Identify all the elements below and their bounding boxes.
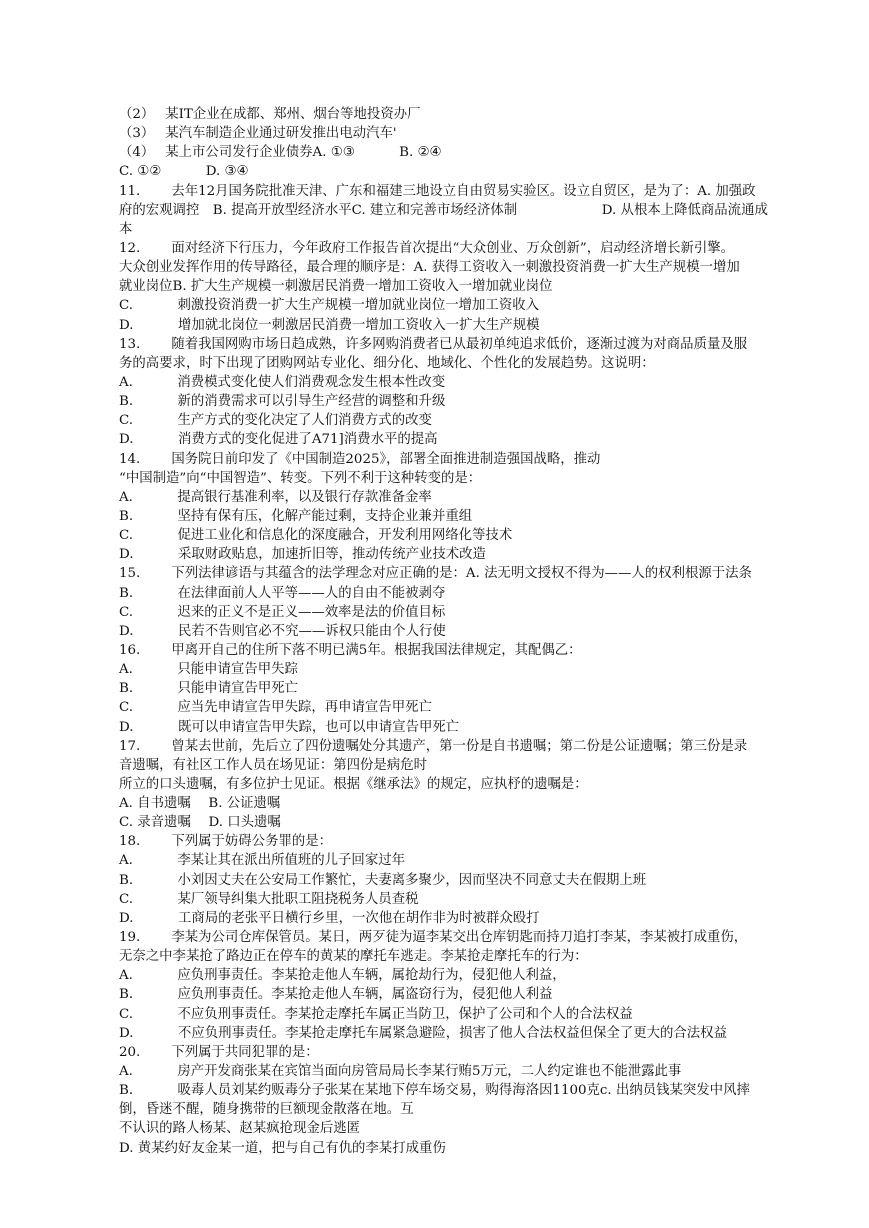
text-line: B. 新的消费需求可以引导生产经营的调整和升级	[119, 394, 446, 410]
text-line: 倒，昏迷不醒，随身携带的巨额现金散落在地。互	[119, 1102, 414, 1118]
text-line: 18. 下列属于妨碍公务罪的是：	[119, 834, 333, 850]
text-line: A. 提高银行基准利率，以及银行存款准备金率	[119, 489, 432, 505]
text-line: 15. 下列法律谚语与其蕴含的法学理念对应正确的是：A. 法无明文授权不得为——人的权利根源于法条	[119, 566, 752, 582]
text-line: D. 既可以申请宣告甲失踪，也可以申请宣告甲死亡	[119, 719, 460, 735]
text-line: D. 增加就北岗位一刺激居民消费一增加工资收入一扩大生产规模	[119, 317, 540, 333]
text-line: A. 应负刑事责任。李某抢走他人车辆，属抢劫行为，侵犯他人利益，	[119, 968, 566, 984]
text-line: C. 应当先申请宣告甲失踪，再申请宣告甲死亡	[119, 700, 432, 716]
text-line: D. 民若不告则官必不究——诉权只能由个人行使	[119, 623, 446, 639]
text-line: 大众创业发挥作用的传导路径，最合理的顺序是：A. 获得工资收入一刺激投资消费一扩大生产规模一增加	[119, 260, 740, 276]
text-line: 不认识的路人杨某、赵某疯抢现金后逃匿	[119, 1121, 361, 1137]
text-line: 14. 国务院日前印发了《中国制造2025》，部署全面推进制造强国战略，推动	[119, 451, 601, 467]
text-line: 12. 面对经济下行压力，今年政府工作报告首次提出“大众创业、万众创新”，启动经济增长新引擎。	[119, 240, 735, 256]
text-line: 务的高要求，时下出现了团购网站专业化、细分化、地域化、个性化的发展趋势。这说明：	[119, 355, 655, 371]
text-line: D. 黄某约好友金某一道，把与自己有仇的李某打成重伤	[119, 1140, 446, 1156]
text-line: C. 录音遗嘱 D. 口头遗嘱	[119, 815, 281, 831]
text-line: （4） 某上市公司发行企业债券A. ①③ B. ②④	[119, 145, 442, 161]
text-line: 19. 李某为公司仓库保管员。某日，两歹徒为逼李某交出仓库钥匙而持刀追打李某，李某被打成重伤，	[119, 930, 748, 946]
text-line: A. 李某让其在派出所值班的儿子回家过年	[119, 853, 405, 869]
text-line: 府的宏观调控 B. 提高开放型经济水平C. 建立和完善市场经济体制 D. 从根本上降低商品流通成	[119, 202, 768, 218]
text-line: 音遗嘱，有社区工作人员在场见证：第四份是病危时	[119, 757, 427, 773]
text-line: 20. 下列属于共同犯罪的是：	[119, 1044, 319, 1060]
text-line: A. 房产开发商张某在宾馆当面向房管局局长李某行贿5万元，二人约定谁也不能泄露此事	[119, 1064, 682, 1080]
text-line: D. 工商局的老张平日横行乡里，一次他在胡作非为时被群众殴打	[119, 910, 540, 926]
text-line: D. 不应负刑事责任。李某抢走摩托车属紧急避险，损害了他人合法权益但保全了更大的合法权益	[119, 1025, 727, 1041]
text-line: 13. 随着我国网购市场日趋成熟，许多网购消费者已从最初单纯追求低价，逐渐过渡为对商品质量及服	[119, 336, 748, 352]
text-line: D. 采取财政贴息，加速折旧等，推动传统产业技术改造	[119, 547, 486, 563]
text-line: B. 坚持有保有压，化解产能过剩，支持企业兼并重组	[119, 508, 473, 524]
text-line: （2） 某IT企业在成都、郑州、烟台等地投资办厂	[119, 107, 421, 122]
text-line: C. 刺激投资消费一扩大生产规模一增加就业岗位一增加工资收入	[119, 298, 539, 314]
text-line: C. ①② D. ③④	[119, 164, 249, 180]
text-line: C. 生产方式的变化决定了人们消费方式的改变	[119, 413, 432, 429]
text-line: A. 只能申请宣告甲失踪	[119, 662, 298, 678]
text-line: B. 小刘因丈夫在公安局工作繁忙，夫妻离多聚少，因而坚决不同意丈夫在假期上班	[119, 872, 647, 888]
text-line: 所立的口头遗嘱，有多位护士见证。根据《继承法》的规定，应执杼的遗嘱是：	[119, 776, 588, 792]
text-line: C. 迟来的正义不是正义——效率是法的价值目标	[119, 604, 446, 620]
text-line: 17. 曾某去世前，先后立了四份遗嘱处分其遗产，第一份是自书遗嘱；第二份是公证遗嘱；第三份是录	[119, 738, 748, 754]
text-line: C. 不应负刑事责任。李某抢走摩托车属正当防卫，保护了公司和个人的合法权益	[119, 1006, 633, 1022]
text-line: B. 应负刑事责任。李某抢走他人车辆，属盗窃行为，侵犯他人利益	[119, 987, 553, 1003]
text-line: C. 某厂领导纠集大批职工阻挠税务人员查税	[119, 891, 419, 907]
text-line: 就业岗位B. 扩大生产规模一刺激居民消费一增加工资收入一增加就业岗位	[119, 279, 553, 295]
text-line: 11. 去年12月国务院批准天津、广东和福建三地设立自由贸易实验区。设立自贸区，是为了：A. 加强政	[119, 183, 756, 199]
text-line: A. 自书遗嘱 B. 公证遗嘱	[119, 796, 281, 812]
text-line: “中国制造”向“中国智造”、转变。下列不利于这种转变的是：	[119, 470, 482, 486]
text-line: 16. 甲离开自己的住所下落不明已满5年。根据我国法律规定，其配偶乙：	[119, 642, 582, 658]
text-line: B. 吸毒人员刘某约贩毒分子张某在某地下停车场交易，购得海洛因1100克c. 出纳员钱某突发中风摔	[119, 1083, 750, 1099]
text-line: B. 只能申请宣告甲死亡	[119, 681, 299, 697]
text-line: 本	[119, 221, 133, 237]
text-line: B. 在法律面前人人平等——人的自由不能被剥夺	[119, 585, 446, 601]
text-line: 无奈之中李某抢了路边正在停车的黄某的摩托车逃走。李某抢走摩托车的行为：	[119, 949, 588, 965]
text-line: C. 促进工业化和信息化的深度融合，开发利用网络化等技术	[119, 528, 513, 544]
text-line: D. 消费方式的变化促进了A71]消费水平的提高	[119, 432, 438, 448]
text-line: （3） 某汽车制造企业通过研发推出电动汽车'	[119, 126, 397, 142]
text-line: A. 消费模式变化使人们消费观念发生根本性改变	[119, 374, 446, 390]
question-text-block	[119, 105, 839, 1158]
